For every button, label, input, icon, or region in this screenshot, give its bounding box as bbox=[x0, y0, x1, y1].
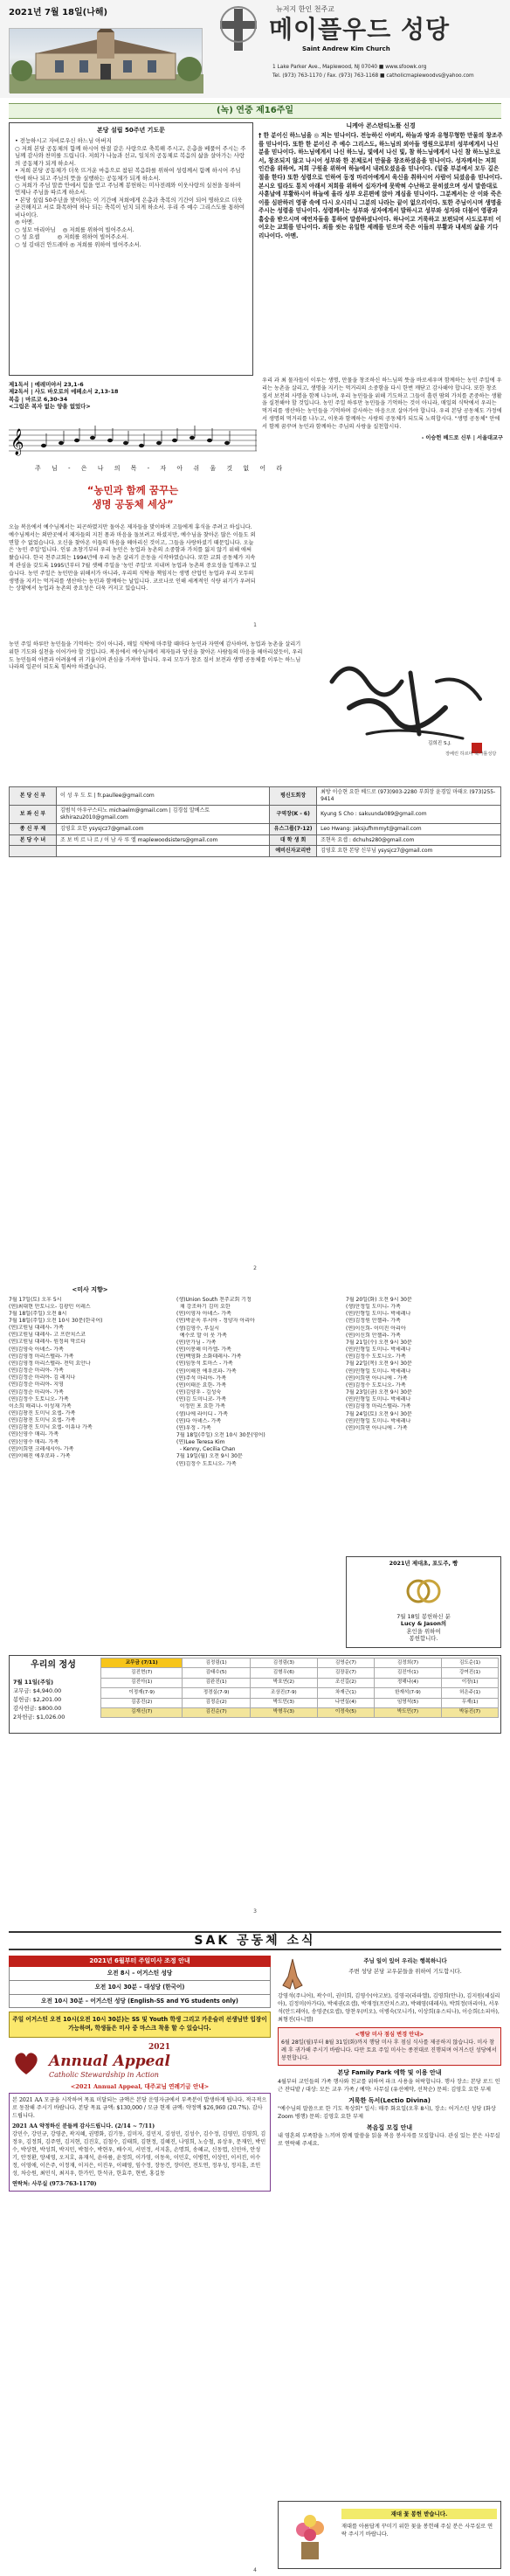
liturgical-season: (녹) 연중 제16주일 bbox=[9, 103, 501, 119]
mass-intention-line: (연)우정 - 가족 bbox=[176, 1424, 211, 1431]
page-number: 2 bbox=[253, 1265, 257, 1272]
mass-intention-line: (연)김정원 안젤라- 가족 bbox=[346, 1318, 401, 1325]
finance-title: 우리의 정성 bbox=[31, 1660, 76, 1670]
mass-intention-line: 7월 21일(수) 오전 9시 30분 bbox=[346, 1339, 412, 1346]
table-cell: 김태수(5) bbox=[183, 1668, 250, 1678]
table-row bbox=[101, 1668, 499, 1678]
prayer-line: ○ 저희 본당 공동체의 함께 하시어 한결 같은 사랑으로 축복해 주시고, 은총을 베풀어 주시는 주님께 감사와 찬미를 드립니다. 저희가 나눔과 선교, 일치의 공동체로 복음의 삶을 살아가는 사랑의 공동체가 되게 하소서. bbox=[15, 144, 246, 167]
cross-logo-icon bbox=[208, 3, 269, 56]
annual-text: 본 2021 AA 모금을 시작하여 목표 미달되는 금액은 본당 운영자금에서 부족분이 발생하게 됩니다. 적극적으로 동참해 주시기 바랍니다. 본당 목표 금액: $130,000 / 모금 현재 금액: 약정액 $26,960 (20.7%). 감사드립니다. bbox=[12, 2096, 267, 2119]
table-cell: 교무금 (7/11) bbox=[101, 1658, 183, 1668]
annual-contact: 연락처: 사무실 (973-763-1170) bbox=[12, 2181, 97, 2188]
contact-label: 본 당 수 녀 bbox=[10, 834, 57, 846]
mass-intention-line: (연)이희연 아나니에 - 가족 bbox=[346, 1424, 408, 1431]
offering-names-2: 혼인을 위하여 bbox=[406, 1627, 441, 1635]
bulletin-header bbox=[0, 0, 510, 98]
prayer-line: ○ 성모 마리아님 ◎ 저희를 위하여 빌어주소서. bbox=[15, 225, 134, 233]
mass-intention-line: (연)이봉해 미카엘- 가족 bbox=[176, 1347, 231, 1354]
annual-appeal-logo bbox=[9, 2043, 271, 2083]
table-row bbox=[10, 834, 501, 846]
table-cell: 이장(1) bbox=[442, 1678, 499, 1687]
mass-intention-line: (연)민형일 도미니- 박세레나 bbox=[346, 1311, 411, 1318]
table-cell: 김진현(7) bbox=[101, 1668, 183, 1678]
mass-intention-line: 7월 17일(토) 오후 5시 bbox=[9, 1296, 62, 1303]
table-cell: 박호연(2) bbox=[250, 1678, 317, 1687]
table-cell: 정해나(4) bbox=[374, 1678, 441, 1687]
contact-label: 평신도회장 bbox=[270, 787, 317, 806]
motto-line-2: 생명 공동체 세상” bbox=[92, 498, 174, 511]
church-english-name: Saint Andrew Kim Church bbox=[302, 45, 390, 52]
community-news-title: SAK 공동체 소식 bbox=[9, 1931, 501, 1950]
finance-line: 7월 11일(주일) bbox=[13, 1679, 54, 1686]
homily-signature: - 이승헌 베드로 신부 | 서울대교구 bbox=[421, 434, 503, 441]
mass-intention-line: (연)이태운 요한- 가족 bbox=[176, 1381, 227, 1388]
annual-title: Annual Appeal bbox=[49, 2053, 170, 2071]
mass-intention-line: 예수로 말 이 웃 가족 bbox=[176, 1332, 227, 1339]
contact-value: 김범석 아우구스티노 michaelm@gmail.com | 김경섭 알베스토 skhirazu2010@gmail.com bbox=[57, 805, 270, 823]
table-cell: 조상진(7-9) bbox=[250, 1688, 317, 1698]
contact-label: 구역장(K - 6) bbox=[270, 805, 317, 823]
homily-right bbox=[262, 377, 503, 442]
prayer-request bbox=[278, 1956, 501, 1992]
annual-text-box bbox=[9, 2093, 271, 2192]
mass-intention-line: (생)Union South 천주교회 기정 bbox=[176, 1297, 252, 1303]
table-cell: 허은주(1) bbox=[442, 1688, 499, 1698]
table-cell: 박도민(7) bbox=[374, 1707, 441, 1717]
mass-intention-line: (연)김정수 도토니오- 가족 bbox=[176, 1460, 237, 1467]
bulletin-date: 2021년 7월 18일(나해) bbox=[9, 8, 108, 17]
offering-end: 봉헌합니다. bbox=[409, 1635, 438, 1643]
mass-intention-line: (연)김창진 도미닉 요셉- 가족 bbox=[9, 1417, 76, 1424]
mass-intention-line: (연)김정순 마리아- 지영 bbox=[9, 1381, 64, 1388]
table-row bbox=[101, 1678, 499, 1687]
contact-value: Kyung S Cho : sakuunda089@gmail.com bbox=[317, 805, 501, 823]
finance-line: 봉헌금: $2,201.00 bbox=[13, 1695, 62, 1703]
contact-value: 김영호 요한 본당 신부님 ysysjcz7@gmail.com bbox=[317, 846, 501, 857]
table-row bbox=[101, 1698, 499, 1707]
mass-intention-line: (연)신영수 매리- 가족 bbox=[9, 1438, 59, 1445]
table-cell: 정경실(7-9) bbox=[183, 1688, 250, 1698]
prayer-request-title: 주님 일이 있어 우리는 행복하니다 bbox=[363, 1957, 447, 1964]
table-cell: 김정순(2) bbox=[183, 1698, 250, 1707]
prayer-line: ○ 성 요셉 ◎ 저희를 위하여 빌어주소서. bbox=[15, 233, 129, 241]
table-cell: 김재신(7) bbox=[101, 1707, 183, 1717]
annual-donor-list: 강민수, 강민규, 강영준, 곽지혜, 권명화, 김기동, 김미자, 김민지, 김성민, 김성수, 김수정, 김영민, 김영희, 김정우, 김정희, 김주연, 김지현, 김진호, 김철수, 김태희, 김현정, 김혜진, 나영희, 노승철, 류상우, 문재인, 박민수, 박상현, 박성희, 박지민, 박철수, 박현우, 배수지, 서민정, 서지훈, 손명희, 송혜교, 신동엽, 신민아, 안성기, 안정환, 양세영, 오지호, 유재석, 윤아름, 윤정희, 이가영, 이동욱, 이민호, 이병헌, 이상민, 이서진, 이수정, 이영애, 이은주, 이정재, 이지은, 이진우, 이혜영, 임수정, 장동건, 장미란, 전도연, 정우성, 정지훈, 조인성, 차승원, 최민식, 최지우, 한가인, 한석규, 한효주, 현빈, 홍길동 bbox=[12, 2131, 266, 2178]
table-cell: 김정림(1) bbox=[183, 1658, 250, 1668]
contact-label: 예비신자교리반 bbox=[270, 846, 317, 857]
page-number: 3 bbox=[253, 1908, 257, 1915]
annual-list-title: 2021 AA 약정하신 분들께 감사드립니다. (2/14 ~ 7/11) bbox=[12, 2122, 155, 2129]
mass-intention-line: (연)김정순 마리아- 김 레지나 bbox=[9, 1375, 76, 1381]
flower-offering-text: 재대를 아름답게 꾸미기 위한 꽃을 봉헌해 주실 분은 사무실로 연락 주시기 바랍니다. bbox=[341, 2524, 493, 2538]
mass-intentions-col-2 bbox=[176, 1297, 339, 1468]
table-cell: 이정숙(5) bbox=[318, 1707, 375, 1717]
mass-intention-line: (연)백영화 소화데레사- 가족 bbox=[176, 1354, 242, 1361]
table-row bbox=[10, 787, 501, 806]
mass-intention-line: (생)나에 라이디 - 가족 bbox=[176, 1410, 228, 1417]
reading-note: <그림은 복자 없는 양을 없었다> bbox=[9, 403, 91, 411]
annual-year: 2021 bbox=[148, 2043, 171, 2053]
contact-label: 대 학 생 회 bbox=[270, 834, 317, 846]
mass-intentions-title: <미사 지향> bbox=[72, 1286, 108, 1293]
mass-intention-line: (연)이희연 크레세시아- 가족 bbox=[9, 1445, 74, 1452]
news-left-column bbox=[9, 1956, 271, 2192]
motto-line-1: “농민과 함께 꿈꾸는 bbox=[86, 484, 179, 496]
contact-value: 김영호 요한 ysysjcz7@gmail.com bbox=[57, 823, 270, 834]
table-row bbox=[101, 1658, 499, 1668]
finance-line: 교무금: $4,940.00 bbox=[13, 1686, 62, 1694]
church-logo bbox=[208, 3, 505, 56]
mass-intention-line: (연)김영정 마리스텔라- 가족 bbox=[346, 1403, 411, 1410]
mass-intention-line: (연)다 아녜스- 가족 bbox=[176, 1417, 222, 1424]
mass-intention-line: (연)이신희- 이미진 아리아 bbox=[346, 1325, 406, 1332]
gospel-group-title: 복음집 모집 안내 bbox=[366, 2124, 413, 2132]
mass-intention-line: (연)고원님 대레사- 가족 bbox=[9, 1325, 64, 1332]
mass-intention-line: (연)이희연 아나니에 - 가족 bbox=[346, 1375, 408, 1381]
mass-intention-line: (연)민형일 도미니- 박세레나 bbox=[346, 1396, 411, 1403]
contact-value: 이 성 우 도 토 | fr.paullee@gmail.com bbox=[57, 787, 270, 806]
table-cell: 김종진(2) bbox=[101, 1698, 183, 1707]
table-cell: 김진아(1) bbox=[101, 1678, 183, 1687]
svg-text:𝄞: 𝄞 bbox=[10, 429, 24, 455]
prayer-line: • 본당 설립 50주년을 맞이하는 이 기간에 저희에게 은총과 축복의 기간이 되어 명하오르 더욱 굳건해지고 서로 화목하여 하나 되는 축복이 넘치 되게 하소서. 우리 주 예수 그리스도를 통하여 비나이다. bbox=[15, 196, 247, 218]
annual-subtitle: Catholic Stewardship in Action bbox=[49, 2071, 159, 2080]
mass-intention-line: (연)민형일 도미니- 박세레나 bbox=[346, 1417, 411, 1424]
table-row bbox=[10, 805, 501, 823]
calligraphy-artist: 김희진 S.J. bbox=[428, 741, 451, 746]
prayer-line: • 저희 본당 공동체가 더욱 뜨거운 마음으로 참된 복음화를 위하여 성령께서 함께 하시어 주님 안에 하나 되고 주님의 뜻을 실행하는 공동체가 되게 하소서. bbox=[15, 167, 243, 182]
homily-continued: 농민 주일 하루만 농민들을 기억하는 것이 아니라, 매일 식탁에 마주할 때마다 농민과 자연에 감사하며, 농업과 농촌을 살리기 위한 기도와 실천을 이어가야 할 것입니다. 복음에서 예수님께서 제자들과 당신을 찾아온 사람들의 마음을 헤아리셨듯이, 우리도 농민들의 아픔과 어려움에 귀 기울이며 관심을 가져야 합니다. 우리 모두가 창조 질서 보전과 생명 공동체를 이루는 하느님 나라의 일꾼이 되도록 힘써야 하겠습니다. bbox=[9, 641, 303, 671]
hands-heart-icon bbox=[9, 2045, 44, 2080]
family-park-text: 4월부터 교인들의 가족 행사와 친교를 위하여 파크 사용을 허락합니다. 행사 장소: 본당 로드 인근 잔디밭 / 대상: 모든 교우 가족 / 예약: 사무실 (유선예약, 선착순) 문의: 김영호 요한 부제 bbox=[278, 2078, 500, 2093]
creed-section bbox=[258, 122, 503, 240]
contact-label: 보 좌 신 부 bbox=[10, 805, 57, 823]
mass-intention-line: (연)민형일 도미니- 박세레나 bbox=[346, 1347, 411, 1354]
calligraphy-drawing bbox=[314, 647, 501, 769]
mass-intention-line: (연)이해진 에우로파- 가족 bbox=[176, 1368, 237, 1375]
mass-intention-line: (연)고원님 대레사- 고 프란치스코 bbox=[9, 1332, 86, 1339]
mass-intention-line: - Kenny, Cecilia Chan bbox=[176, 1446, 236, 1453]
page-number: 1 bbox=[253, 622, 257, 629]
table-cell: 김장문(7) bbox=[318, 1668, 375, 1678]
music-staff-drawing bbox=[9, 421, 257, 465]
mass-intention-line: 7월 24일(토) 오전 9시 30분 bbox=[346, 1410, 412, 1417]
mass-intention-line: (연)김양우 - 김성숙 bbox=[176, 1389, 222, 1396]
page-4 bbox=[0, 1924, 510, 2576]
table-cell: 김완진(1) bbox=[183, 1678, 250, 1687]
mass-time-line: 오전 10시 30분 – 대성당 (한국어) bbox=[9, 1981, 271, 1995]
calligraphy-artwork bbox=[314, 647, 501, 769]
table-cell: 차재근(1) bbox=[318, 1688, 375, 1698]
table-cell: 우재(1) bbox=[442, 1698, 499, 1707]
finance-box bbox=[9, 1655, 501, 1734]
mass-intention-line: 7월 18일(주일) 오전 10시 30분(한국어) bbox=[9, 1317, 103, 1324]
mass-intention-line: 이정민 포 요한 가족 bbox=[176, 1403, 225, 1410]
creed-title: 니케아 콘스탄티노플 신경 bbox=[346, 122, 416, 129]
mass-intentions-col-1 bbox=[9, 1286, 171, 1460]
contact-value bbox=[57, 846, 270, 857]
mass-intention-line: (연)Lee Teresa Kim bbox=[176, 1439, 225, 1446]
table-cell: 김진아(1) bbox=[374, 1668, 441, 1678]
mass-intention-line: (연)김창진 도미닉 요셉- 이유나 가족 bbox=[9, 1424, 93, 1431]
first-reading: 제1독서 | 예레미야서 23,1-6 bbox=[9, 381, 84, 388]
mass-intention-line: 7월 19일(월) 오전 9시 30분 bbox=[176, 1453, 243, 1460]
mass-intention-line: (연)김영숙 아녜스- 가족 bbox=[9, 1346, 64, 1353]
flower-offering-title: 재대 꽃 봉헌 받습니다. bbox=[341, 2509, 497, 2519]
table-row bbox=[101, 1707, 499, 1717]
church-address: 1 Lake Parker Ave., Maplewood, NJ 07040 ■ www.sfoowk.org bbox=[272, 65, 427, 70]
mass-intention-line: 이소희 매리나- 이성재 가족 bbox=[9, 1402, 72, 1409]
praying-hands-icon bbox=[278, 1956, 307, 1991]
second-reading: 제2독서 | 사도 바오로의 에페소서 2,13-18 bbox=[9, 388, 119, 396]
mass-intention-line: (연)고원님 대레사- 원정의 막르타 bbox=[9, 1339, 86, 1346]
farmers-sunday-motto bbox=[9, 483, 257, 511]
table-cell: 김진순(7) bbox=[183, 1707, 250, 1717]
mass-intentions-col-3 bbox=[346, 1297, 501, 1432]
table-cell: 김정림(3) bbox=[250, 1658, 317, 1668]
page-2 bbox=[0, 638, 510, 1274]
offering-title: 2021년 제대초, 포도주, 빵 bbox=[389, 1560, 458, 1567]
mass-intention-line: (연)김정순 마리아- 가족 bbox=[9, 1388, 64, 1395]
table-cell: 박도민(3) bbox=[250, 1698, 317, 1707]
mass-intention-line: (연)김영정 마리스텔라- 전덕 요안나 bbox=[9, 1360, 91, 1367]
anniversary-prayer bbox=[9, 122, 253, 376]
mass-intention-line: (연)김정수 도토니오- 가족 bbox=[9, 1395, 69, 1402]
mass-intention-line: 7월 18일(주일) 오전 8시 bbox=[9, 1310, 67, 1317]
mass-intention-line: (생)안정일 도미니- 가족 bbox=[346, 1304, 401, 1311]
mass-intention-line: (연)김정수 도토니오- 가족 bbox=[346, 1354, 406, 1361]
hymn-lyrics: 주 님 - 은 나 의 목 - 자 아 쉬 울 것 없 어 라 bbox=[35, 465, 287, 472]
prayer-line: • 전능하시고 자비로우신 하느님 아버지 bbox=[15, 137, 112, 145]
church-photo bbox=[9, 28, 203, 93]
mass-intention-line: (연)최대현 만토니오- 김광민 이레스 bbox=[9, 1303, 91, 1310]
offering-names: Lucy & Jason의 bbox=[400, 1620, 447, 1628]
mass-intention-line: (연)이해진 에우로파 - 가족 bbox=[9, 1452, 71, 1459]
prayer-request-sub: 주변 성당 본당 교우분들을 위하여 기도합시다. bbox=[348, 1968, 462, 1975]
mass-intention-line: (연)이신희 안젤라- 가족 bbox=[346, 1332, 401, 1339]
calligraphy-caption: 장베린 하르마 북가톨성당 bbox=[445, 751, 497, 757]
contribution-table bbox=[100, 1658, 499, 1718]
annual-appeal bbox=[9, 2043, 271, 2192]
lunch-notice bbox=[278, 2027, 501, 2066]
mass-intention-line: (연)민형일 도미니- 박세레나 bbox=[346, 1368, 411, 1375]
mass-intention-line: (연)김 도미니코- 가족 bbox=[176, 1396, 227, 1403]
finance-lines bbox=[13, 1679, 97, 1722]
contact-label bbox=[10, 846, 57, 857]
page-1 bbox=[0, 0, 510, 631]
table-cell: 강여진(1) bbox=[442, 1668, 499, 1678]
creed-text: † 한 분이신 하느님을 ◎ 저는 믿나이다. 전능하신 아버지, 하늘과 땅과 유형무형한 만물의 창조주를 믿나이다. 또한 한 분이신 주 예수 그리스도, 하느님의 외아들 영원으로부터 성부에게서 나신 분을 믿나이다. 하느님에게서 나신 하느님, 빛에서 나신 빛, 참 하느님에게서 나신 참 하느님으로서, 창조되지 않고 나시어 성부와 한 본체로서 만물을 창조하셨음을 믿나이다. 성자께서는 저희 인간을 위하여, 저희 구원을 위하여 하늘에서 내려오셨음을 믿나이다. (밑줄 부분에서 모두 깊은 절을 한다) 또한 성령으로 인하여 동정 마리아에게서 육신을 취하시어 사람이 되셨음을 믿나이다. 본시오 빌라도 통치 아래서 저희를 위하여 십자가에 못박혀 수난하고 묻히셨으며 성서 말씀대로 사흗날에 부활하시어 하늘에 올라 성부 오른편에 앉아 계심을 믿나이다. 그분께서는 산 이와 죽은 이를 심판하러 영광 속에 다시 오시리니 그분의 나라는 끝이 없으리이다. 또한 주님이시며 생명을 주시는 성령을 믿나이다. 성령께서는 성부와 성자에게서 발하시고 성부와 성자와 더불어 영광과 흠숭을 받으시며 예언자들을 통하여 말씀하셨나이다. 하나이고 거룩하고 보편되며 사도로부터 이어오는 교회를 믿나이다. 죄를 씻는 유일한 세례를 믿으며 죽은 이들의 부활과 내세의 삶을 기다리나이다. 아멘. bbox=[258, 132, 503, 239]
gospel-reading: 복음 | 마르코 6,30-34 bbox=[9, 395, 68, 403]
lunch-text: 6월 28일(월)부터 8월 31일(화)까지 행담 미사 후 점심 식사를 제공하지 않습니다. 미사 참례 후 귀가해 주시기 바랍니다. 다만 토요 주일 미사는 종전대로 진행되며 어거스틴 성당에서 봉헌합니다. bbox=[281, 2039, 497, 2062]
news-right-column bbox=[278, 1956, 501, 2148]
page-3 bbox=[0, 1281, 510, 1917]
table-row bbox=[10, 823, 501, 834]
homily-right-text: 우리 과 최 물자들이 이루는 생명, 만물을 창조하신 하느님의 뜻을 바로세우며 함께하는 농민 주일에 우리는 농촌을 살리고, 생명을 지키는 먹거리의 소중함을 다시 한번 깨닫고 감사해야 합니다. 또한 창조 질서 보전의 사명을 함께 나누며, 우리 농민들을 위해 기도하고 그들이 흘린 땀의 가치를 존중하는 생활을 실천해야 할 것입니다. 농민 주일 하루만 농민들을 기억하는 것이 아니라, 매일의 식탁에서 우리는 먹거리를 생산하는 농민들을 기억하며 감사하는 마음으로 살아가야 합니다. 우리 본당 공동체도 가정에서 생명의 먹거리를 나누고, 이웃과 함께하는 사랑의 공동체가 되도록 노력합시다. "생명 공동체" 안에서 함께 꿈꾸며 농민과 함께하는 주님의 사랑을 실천합시다. bbox=[262, 377, 502, 430]
table-cell: 김영순(7) bbox=[318, 1658, 375, 1668]
table-cell: 김정희(7) bbox=[374, 1658, 441, 1668]
lunch-title: <행담 미사 점심 변경 안내> bbox=[355, 2032, 424, 2039]
mass-time-line: 오전 10시 30분 – 어거스틴 성당 (English-SS and YG students only) bbox=[9, 1995, 271, 2009]
contact-value: Leo Hwang: jaksjufhmmyt@gmail.com bbox=[317, 823, 501, 834]
contact-value: 조현옥 요셉 : dchuhs280@gmail.com bbox=[317, 834, 501, 846]
mass-intention-line: (연)박윤옥 루시아 - 정양자 아리아 bbox=[176, 1318, 255, 1325]
annual-korean-title: <2021 Annual Appeal, 대주교님 연례기금 안내> bbox=[70, 2083, 210, 2091]
wedding-rings-icon bbox=[397, 1572, 450, 1607]
mass-intention-line: (연)신영수 매리- 가족 bbox=[9, 1431, 59, 1438]
staff-contact-table bbox=[9, 786, 501, 857]
mass-intention-line: (연)임동석 토마스 - 가족 bbox=[176, 1361, 233, 1368]
church-photo-drawing bbox=[10, 29, 203, 93]
finance-line: 감사헌금: $800.00 bbox=[13, 1704, 62, 1712]
mass-intention-line: 7월 20일(화) 오전 9시 30분 bbox=[346, 1297, 412, 1303]
mass-intention-line: 7월 22일(목) 오전 9시 30분 bbox=[346, 1361, 412, 1368]
mass-intention-line: (연)이영자 아녜스- 가족 bbox=[176, 1311, 231, 1318]
table-row bbox=[10, 846, 501, 857]
church-name: 메이플우드 성당 bbox=[269, 15, 451, 44]
contact-label: 본 당 신 부 bbox=[10, 787, 57, 806]
mass-time-line: 오전 8시 – 어거스틴 성당 bbox=[9, 1967, 271, 1981]
contact-label: 유스그룹(7-12) bbox=[270, 823, 317, 834]
table-cell: 임영석(5) bbox=[374, 1698, 441, 1707]
prayer-line: ○ 성 김대건 안드레아 ◎ 저희를 위하여 빌어주소서. bbox=[15, 240, 141, 248]
prayer-line: ◎ 아멘. bbox=[15, 218, 34, 226]
offering-sub: 7월 18일 봉헌하신 분 bbox=[396, 1612, 451, 1620]
mass-intention-line: 채 강조하기 김미 요한 bbox=[176, 1304, 231, 1311]
mass-intention-line: (연)안가님 - 가족 bbox=[176, 1339, 217, 1346]
mass-intention-line: (연)김영정 마리스텔라- 가족 bbox=[9, 1353, 74, 1360]
table-cell: 박동진(7) bbox=[442, 1707, 499, 1717]
table-cell: 한재석(7-9) bbox=[374, 1688, 441, 1698]
mass-intention-line: (연)김창진 도미닉 요셉- 가족 bbox=[9, 1410, 76, 1417]
flowers-icon bbox=[284, 2510, 336, 2563]
table-cell: 박형우(3) bbox=[250, 1707, 317, 1717]
contact-label: 종 신 부 제 bbox=[10, 823, 57, 834]
lectio-title: 거룩한 독서(Lectio Divina) bbox=[348, 2096, 431, 2104]
prayer-title: 본당 설립 50주년 기도문 bbox=[97, 127, 165, 134]
table-cell: 나연실(4) bbox=[318, 1698, 375, 1707]
finance-line: 2차헌금: $1,026.00 bbox=[13, 1713, 65, 1721]
mass-intention-line: (연)김정순 마리아- 가족 bbox=[9, 1368, 64, 1375]
mass-intention-line: (연)주석 마리아- 가족 bbox=[176, 1375, 227, 1381]
prayer-request-list: 강영석(주니어), 곽수미, 권미희, 김영수(야고보), 김영국(라파엘), 김영희(안나), 김지원(세실리아), 김정미(아가다), 박세권(요셉), 박재정(프란치스코), 박혜영(데레사), 박희정(마리아), 서우석(안드레아), 송영준(요셉), 양찬우(비오), 이병숙(모니카), 이상희(유스티나), 이승희(소피아), 최형진(다니엘) bbox=[278, 1993, 500, 2024]
church-subtitle: 뉴저지 한인 천주교 bbox=[276, 5, 334, 13]
readings bbox=[9, 381, 257, 411]
family-park-title: 본당 Family Park 에학 및 이용 안내 bbox=[337, 2069, 442, 2077]
table-cell: 조신길(2) bbox=[318, 1678, 375, 1687]
mass-change-notice: 2021년 6월부터 주일미사 조정 안내 bbox=[9, 1956, 271, 1967]
mass-intention-line: 7월 23일(금) 오전 9시 30분 bbox=[346, 1389, 412, 1396]
lectio-text: "예수님의 말씀으로 한 기도 묵상회" 일시: 매주 화요일(오후 8시), 장소: 어거스틴 성당 (화상 Zoom 병행) 문의: 김영호 요한 부제 bbox=[278, 2105, 496, 2120]
offering-box bbox=[346, 1556, 501, 1648]
table-cell: 김형우(6) bbox=[250, 1668, 317, 1678]
homily-left: 오늘 복음에서 예수님께서는 피곤하였지만 돌아온 제자들을 맞이하며 고들에게 휴식을 주려고 하십니다. 예수님께서는 외딴곳에서 제자들의 지친 몸과 마음을 돌보려고 하셨지만, 예수님을 찾아온 많은 이들도 외면할 수 없었습니다. 오신을 찾아온 이들의 마음을 헤아리신 것이고, 그들을 사랑하셨기 때문입니다. 오늘은 '농민 주일'입니다. 인류 초창기부터 우리 농민은 농업과 농촌의 소중함과 가치를 잃지 않기 위해 애써 왔습니다. 한국 천주교회는 1994년에 우리 농촌 살리기 운동을 시작하였습니다. 또한 교회 공동체가 지속적 관심을 갖도록 1995년부터 7월 셋째 주일을 '농민 주일'로 지내며 농업과 농촌의 중요성을 일깨우고 있습니다. 농민 주일은 농민만을 위해서가 아니라, 우리의 식탁을 책임지는 생명 산업인 농업과 우리 모두의 생명을 지키는 먹거리를 생산하는 농민과 함께하는 날입니다. 코로나로 인해 세계적인 식량 위기가 우려되는 상황에서 농업과 농촌의 중요성은 더욱 커지고 있습니다. bbox=[9, 524, 257, 592]
contact-value: 최방 이승현 요한 베드로 (973)903-2280 부회장 윤경일 마태오 (973)255-9414 bbox=[317, 787, 501, 806]
youth-mass-notice: 주일 어거스틴 오전 10시(오전 10시 30분)는 SS 및 Youth 학생 그리고 카운슬러 선생님만 입장이 가능하며, 학생들은 미사 중 마스크 착용 할 수 있습니다. bbox=[9, 2012, 271, 2038]
prayer-line: ○ 저희가 주님 말씀 안에서 힘을 얻고 주님께 봉헌하는 미사전례와 이웃사랑의 실천을 통하여 언제나 주님을 따르게 하소서. bbox=[15, 181, 243, 197]
flower-offering-box bbox=[278, 2501, 501, 2569]
gospel-group-text: 내 영혼의 부족함을 느끼며 함께 말씀을 읽을 복음 봉사자를 모집합니다. 관심 있는 분은 사무실로 연락해 주세요. bbox=[278, 2133, 500, 2148]
table-row bbox=[101, 1688, 499, 1698]
page-number: 4 bbox=[253, 2567, 257, 2574]
mass-intention-line: (생)김영수, 루실시 bbox=[176, 1325, 220, 1332]
mass-intention-line: (연)김정수 도토니오- 가족 bbox=[346, 1381, 406, 1388]
church-phone: Tel. (973) 763-1170 / Fax. (973) 763-1168 ■ catholicmaplewoodvs@yahoo.com bbox=[272, 73, 474, 79]
table-cell: 이정재(7-9) bbox=[101, 1688, 183, 1698]
contact-value: 조 보 비 르 나 르 / 이 남 사 루 엘 maplewoodsisters@gmail.com bbox=[57, 834, 270, 846]
mass-intention-line: 7월 18일(주일) 오전 10시 30분(영어) bbox=[176, 1431, 265, 1438]
table-cell: 김도순(1) bbox=[442, 1658, 499, 1668]
